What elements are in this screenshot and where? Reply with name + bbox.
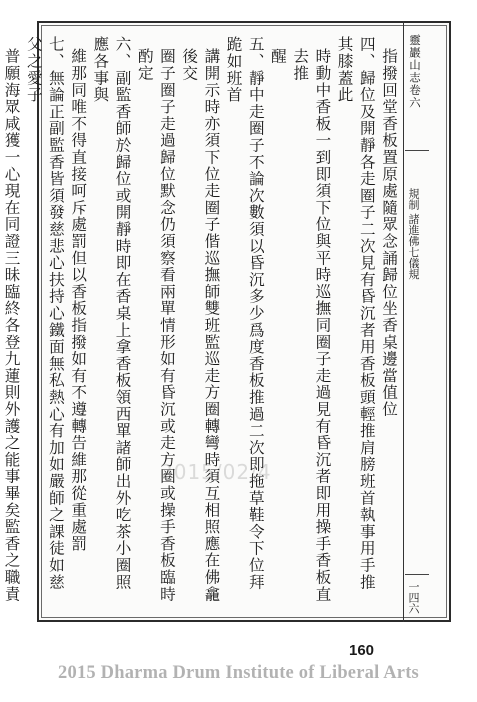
text-column: 圈子圈子走過歸位默念仍須察看兩單情形如有昏沉或走方圈或操手香板臨時酌定	[135, 48, 176, 603]
margin-column	[403, 21, 437, 622]
text-column: 五、靜中走圈子不論次數須以昏沉多少爲度香板推過二次即拖草鞋令下位拜跪如班首	[224, 36, 265, 591]
text-column: 六、副監香師於歸位或開靜時即在香桌上拿香板領西單諸師出外吃茶小圈照應各事與	[91, 36, 132, 591]
text-body	[2, 36, 400, 606]
chapter-label: 規制 諸進佛七儀規	[407, 188, 420, 280]
text-column: 指撥回堂香板置原處隨眾念誦歸位坐香桌邊當值位	[380, 48, 398, 419]
text-column: 四、歸位及開靜各走圈子二次見有昏沉者用香板頭輕推肩膀班首執事用手推其膝蓋此	[335, 36, 376, 591]
footer-watermark: 2015 Dharma Drum Institute of Liberal Arts	[58, 663, 419, 683]
margin-divider-top	[405, 150, 429, 151]
page-number: 160	[349, 642, 375, 659]
center-watermark: 2015/02/4	[160, 460, 272, 484]
text-column: 講開示時亦須下位走圈子偕巡撫師雙班監巡走方圈轉彎時須互相照應在佛龕後交	[180, 48, 221, 603]
text-column: 普願海眾咸獲一心現在同證三昧臨終各登九蓮則外護之能事畢矣監香之職責	[2, 48, 21, 603]
text-column: 醒	[268, 48, 287, 66]
text-column: 維那同唯不得直接呵斥處罰但以香板指撥如有不遵轉告維那從重處罰	[69, 48, 88, 553]
folio-number: 一四六	[407, 581, 420, 614]
book-title: 靈巖山志卷六	[408, 34, 422, 109]
text-column: 七、無論正副監香皆須發慈悲心扶持心鐵面無私熱心有加如嚴師之課徒如慈父之愛子	[24, 36, 65, 591]
margin-divider-bottom	[405, 574, 429, 575]
text-column: 時動中香板一到即須下位與平時巡撫同圈子走過見有昏沉者即用操手香板直去推	[291, 48, 332, 603]
